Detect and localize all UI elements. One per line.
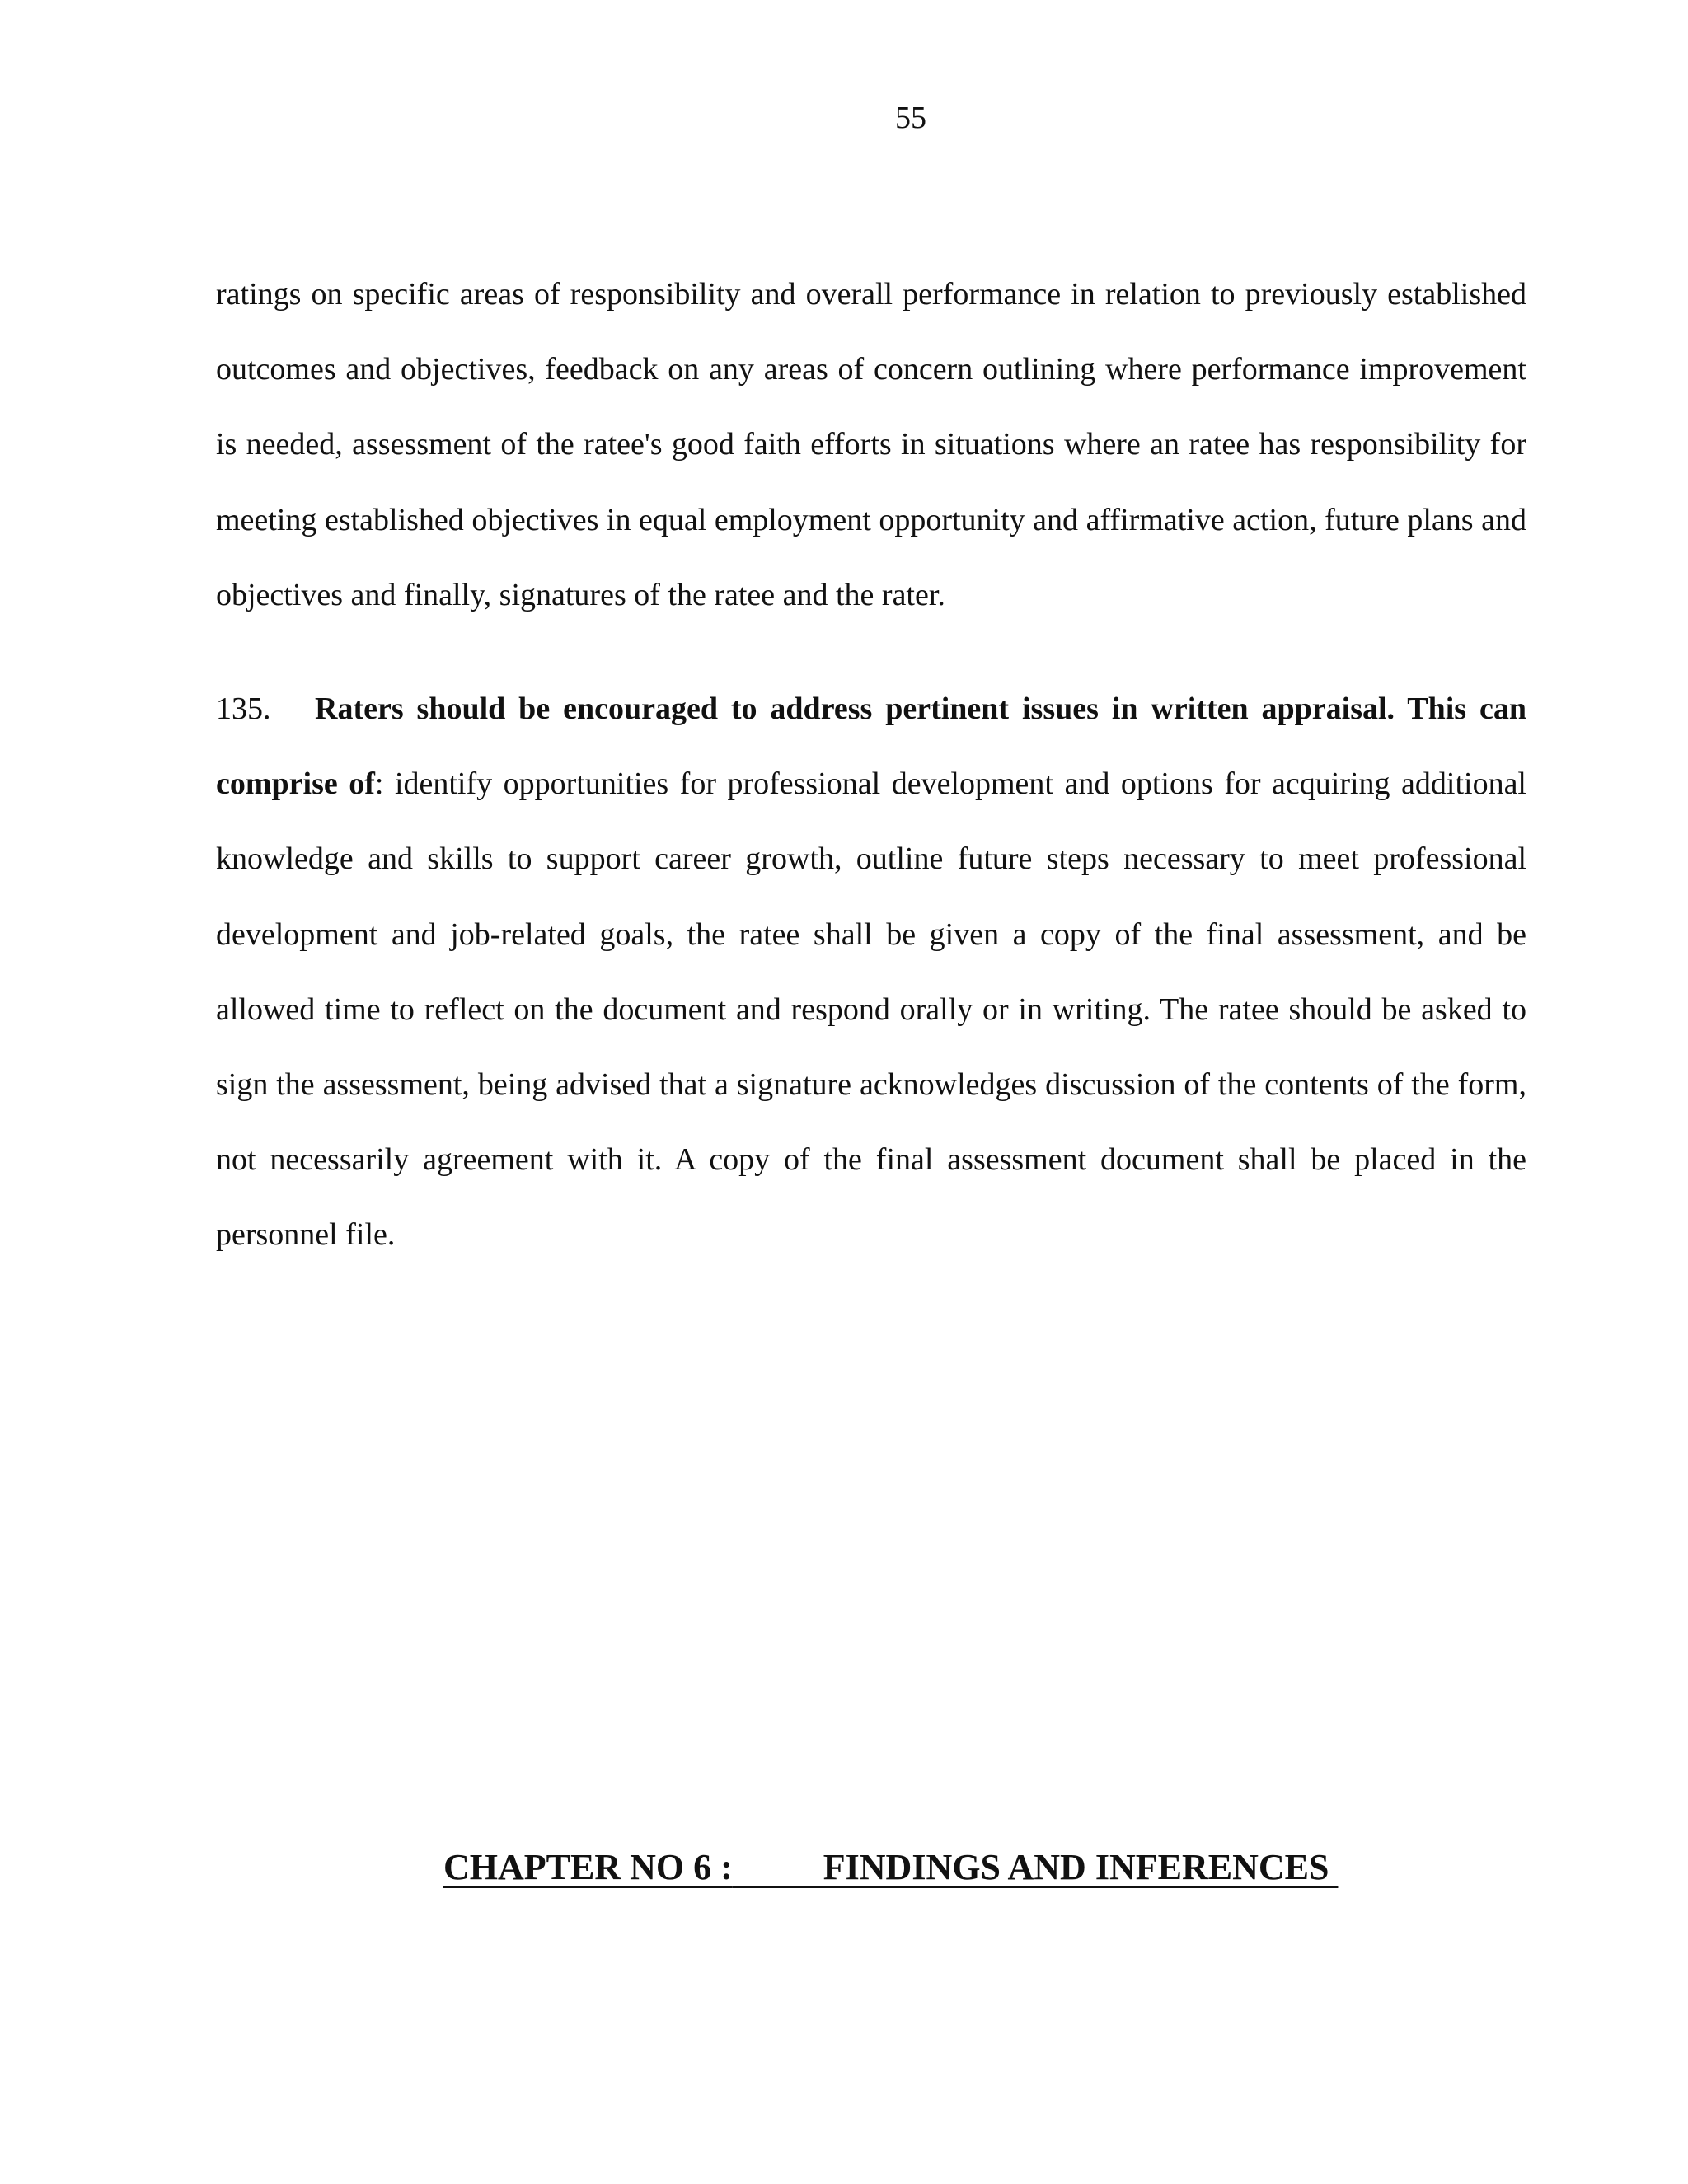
paragraph-bold-lead: Raters should be encouraged to address pertinent issues in written appraisal. This can comprise of: [216, 691, 1526, 802]
chapter-label: CHAPTER NO 6 :: [443, 1847, 733, 1887]
paragraph-135: [216, 672, 1526, 1273]
chapter-heading: [443, 1843, 1432, 1892]
paragraph-body: : identify opportunities for professional development and options for acquiring additional knowledge and skills to support career growth, outline future steps necessary to meet professional development and job-related goals, the ratee shall be given a copy of the final assessment, and be allowed time to reflect on the document and respond orally or in writing. The ratee should be asked to sign the assessment, being advised that a signature acknowledges discussion of the contents of the form, not necessarily agreement with it. A copy of the final assessment document shall be placed in the personnel file.: [216, 766, 1526, 1253]
page-number: 55: [895, 101, 926, 135]
paragraph-continuation-text: ratings on specific areas of responsibility and overall performance in relation to previously established outcomes and objectives, feedback on any areas of concern outlining where performance improvement is needed, assessment of the ratee's good faith efforts in situations where an ratee has responsibility for meeting established objectives in equal employment opportunity and affirmative action, future plans and objectives and finally, signatures of the ratee and the rater.: [216, 277, 1526, 612]
paragraph-number: 135.: [216, 691, 271, 726]
chapter-title: FINDINGS AND INFERENCES: [823, 1847, 1329, 1887]
paragraph-continuation: [216, 257, 1526, 633]
